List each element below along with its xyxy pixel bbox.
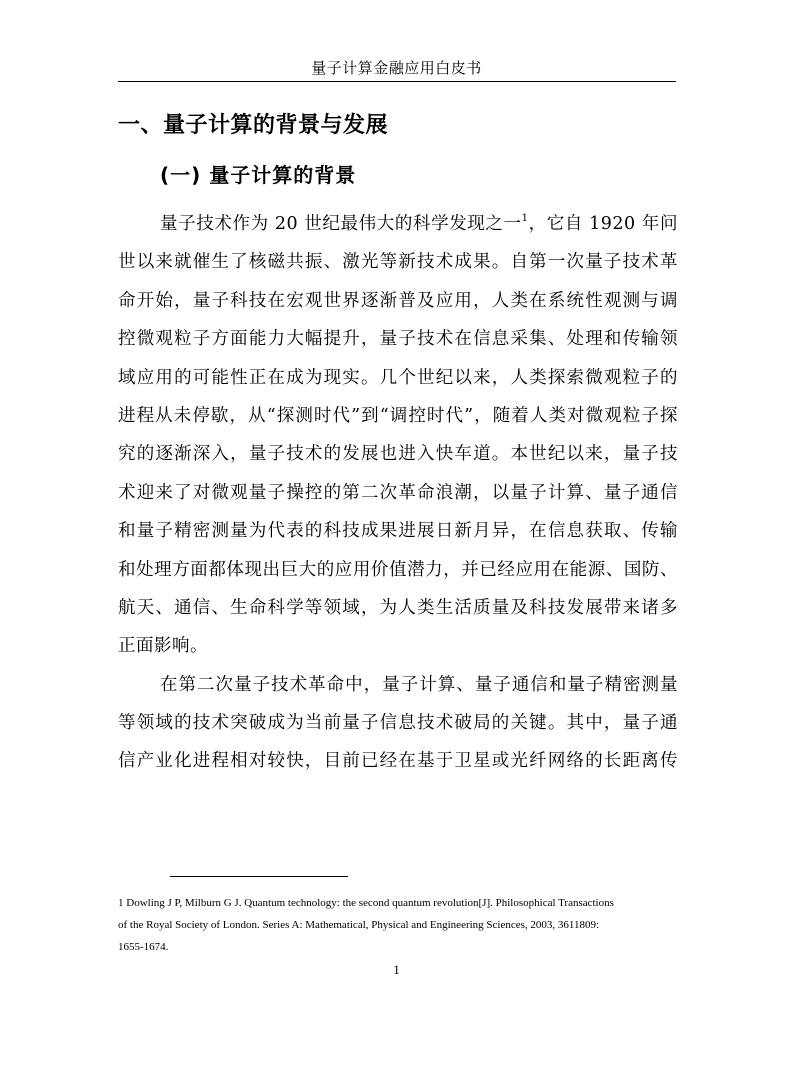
running-header: 量子计算金融应用白皮书 bbox=[311, 59, 482, 77]
footnote-line: 1 Dowling J P, Milburn G J. Quantum technology: the second quantum revolution[J]. Philosophical Transactions bbox=[118, 897, 614, 909]
paragraph-1-line: 究的逐渐深入，量子技术的发展也进入快车道。本世纪以来，量子技 bbox=[118, 444, 678, 465]
paragraph-2-line: 在第二次量子技术革命中，量子计算、量子通信和量子精密测量 bbox=[160, 674, 678, 695]
footnote-reference[interactable]: 1 bbox=[521, 213, 529, 224]
paragraph-1-line-1-tail: ，它自 1920 年问 bbox=[528, 214, 678, 234]
header-divider bbox=[118, 81, 676, 82]
footnote bbox=[118, 892, 678, 958]
paragraph-1-line: 域应用的可能性正在成为现实。几个世纪以来，人类探索微观粒子的 bbox=[118, 367, 678, 388]
section-heading: 一、量子计算的背景与发展 bbox=[118, 113, 389, 138]
footnote-line: of the Royal Society of London. Series A: Mathematical, Physical and Engineering Sciences, 2003, 3611809: bbox=[118, 919, 600, 931]
paragraph-2-line: 等领域的技术突破成为当前量子信息技术破局的关键。其中，量子通 bbox=[118, 713, 678, 734]
paragraph-1-line: 和处理方面都体现出巨大的应用价值潜力，并已经应用在能源、国防、 bbox=[118, 559, 678, 580]
paragraph-1-line: 控微观粒子方面能力大幅提升，量子技术在信息采集、处理和传输领 bbox=[118, 329, 678, 350]
footnote-divider bbox=[170, 876, 348, 877]
paragraph-1-line-1-head: 量子技术作为 20 世纪最伟大的科学发现之一 bbox=[160, 214, 522, 234]
paragraph-1-line: 航天、通信、生命科学等领域，为人类生活质量及科技发展带来诸多 bbox=[118, 597, 678, 618]
paragraph-1-line: 命开始，量子科技在宏观世界逐渐普及应用，人类在系统性观测与调 bbox=[118, 290, 678, 311]
paragraph-1-line-1 bbox=[118, 205, 678, 243]
paragraph-1-line: 进程从未停歇，从“探测时代”到“调控时代”，随着人类对微观粒子探 bbox=[118, 405, 678, 426]
subsection-heading: (一) 量子计算的背景 bbox=[160, 163, 357, 187]
paragraph-1-line: 世以来就催生了核磁共振、激光等新技术成果。自第一次量子技术革 bbox=[118, 252, 678, 273]
paragraph-1-line: 术迎来了对微观量子操控的第二次革命浪潮，以量子计算、量子通信 bbox=[118, 482, 678, 503]
body-text bbox=[118, 205, 678, 781]
page-number: 1 bbox=[393, 962, 400, 977]
paragraph-1-line: 和量子精密测量为代表的科技成果进展日新月异，在信息获取、传输 bbox=[118, 521, 678, 542]
paragraph-1-line: 正面影响。 bbox=[118, 636, 208, 657]
footnote-line: 1655-1674. bbox=[118, 941, 169, 953]
paragraph-2-line: 信产业化进程相对较快，目前已经在基于卫星或光纤网络的长距离传 bbox=[118, 751, 678, 772]
